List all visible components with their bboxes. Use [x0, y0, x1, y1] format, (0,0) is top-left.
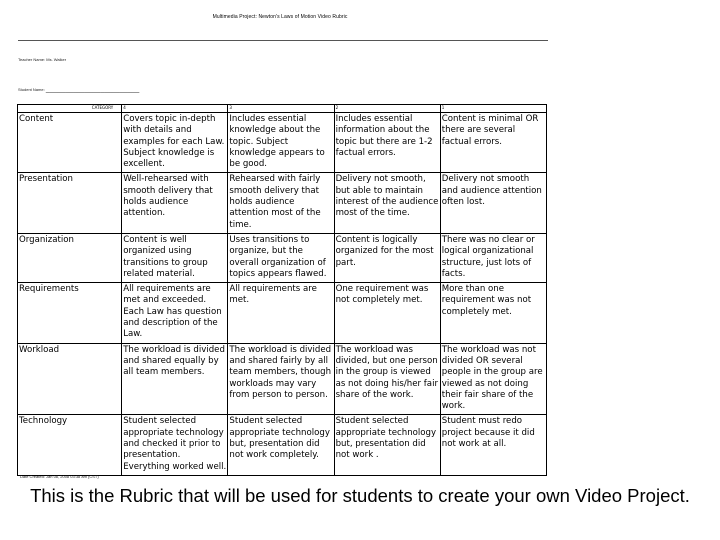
criteria-cell: Content is logically organized for the most part.	[334, 233, 440, 282]
column-header-score-1: 1	[440, 105, 546, 113]
table-row	[18, 113, 547, 173]
column-header-score-4: 4	[122, 105, 228, 113]
column-header-score-2: 2	[334, 105, 440, 113]
criteria-cell: The workload is divided and shared equally by all team members.	[122, 343, 228, 415]
criteria-cell: The workload is divided and shared fairly by all team members, though workloads may vary from person to person.	[228, 343, 334, 415]
criteria-cell: The workload was divided, but one person in the group is viewed as not doing his/her fair share of the work.	[334, 343, 440, 415]
criteria-cell: Student selected appropriate technology but, presentation did not work .	[334, 415, 440, 475]
criteria-cell: The workload was not divided OR several people in the group are viewed as not doing their fair share of the work.	[440, 343, 546, 415]
table-row	[18, 415, 547, 475]
category-cell: Organization	[18, 233, 122, 282]
rubric-header-row	[18, 105, 547, 113]
category-cell: Content	[18, 113, 122, 173]
criteria-cell: Includes essential information about the topic but there are 1-2 factual errors.	[334, 113, 440, 173]
category-cell: Presentation	[18, 173, 122, 233]
criteria-cell: Delivery not smooth, but able to maintain interest of the audience most of the time.	[334, 173, 440, 233]
criteria-cell: Student selected appropriate technology but, presentation did not work completely.	[228, 415, 334, 475]
category-cell: Workload	[18, 343, 122, 415]
criteria-cell: Rehearsed with fairly smooth delivery that holds audience attention most of the time.	[228, 173, 334, 233]
table-row	[18, 343, 547, 415]
category-cell: Technology	[18, 415, 122, 475]
column-header-category: CATEGORY	[18, 105, 122, 113]
date-created: Date Created: Jan 08, 2008 03:38 am (CST)	[20, 474, 99, 479]
criteria-cell: Covers topic in-depth with details and examples for each Law. Subject knowledge is excellent.	[122, 113, 228, 173]
criteria-cell: Includes essential knowledge about the topic. Subject knowledge appears to be good.	[228, 113, 334, 173]
student-name-blank: ________________________	[45, 86, 140, 93]
criteria-cell: Content is minimal OR there are several factual errors.	[440, 113, 546, 173]
student-name-label: Student Name:	[18, 87, 45, 92]
divider	[18, 40, 548, 41]
teacher-name: Teacher Name: Ms. Walker	[18, 57, 67, 62]
caption: This is the Rubric that will be used for students to create your own Video Project.	[30, 485, 690, 506]
rubric-title: Multimedia Project: Newton's Laws of Motion Video Rubric	[212, 14, 348, 20]
criteria-cell: Delivery not smooth and audience attention often lost.	[440, 173, 546, 233]
criteria-cell: There was no clear or logical organizational structure, just lots of facts.	[440, 233, 546, 282]
criteria-cell: Student selected appropriate technology and checked it prior to presentation. Everything worked well.	[122, 415, 228, 475]
rubric-table	[17, 104, 547, 476]
criteria-cell: Uses transitions to organize, but the overall organization of topics appears flawed.	[228, 233, 334, 282]
table-row	[18, 283, 547, 343]
criteria-cell: All requirements are met.	[228, 283, 334, 343]
criteria-cell: One requirement was not completely met.	[334, 283, 440, 343]
criteria-cell: Content is well organized using transitions to group related material.	[122, 233, 228, 282]
student-name-line	[18, 86, 139, 93]
criteria-cell: All requirements are met and exceeded. Each Law has question and description of the Law.	[122, 283, 228, 343]
criteria-cell: More than one requirement was not completely met.	[440, 283, 546, 343]
category-cell: Requirements	[18, 283, 122, 343]
criteria-cell: Well-rehearsed with smooth delivery that holds audience attention.	[122, 173, 228, 233]
column-header-score-3: 3	[228, 105, 334, 113]
table-row	[18, 233, 547, 282]
criteria-cell: Student must redo project because it did not work at all.	[440, 415, 546, 475]
table-row	[18, 173, 547, 233]
